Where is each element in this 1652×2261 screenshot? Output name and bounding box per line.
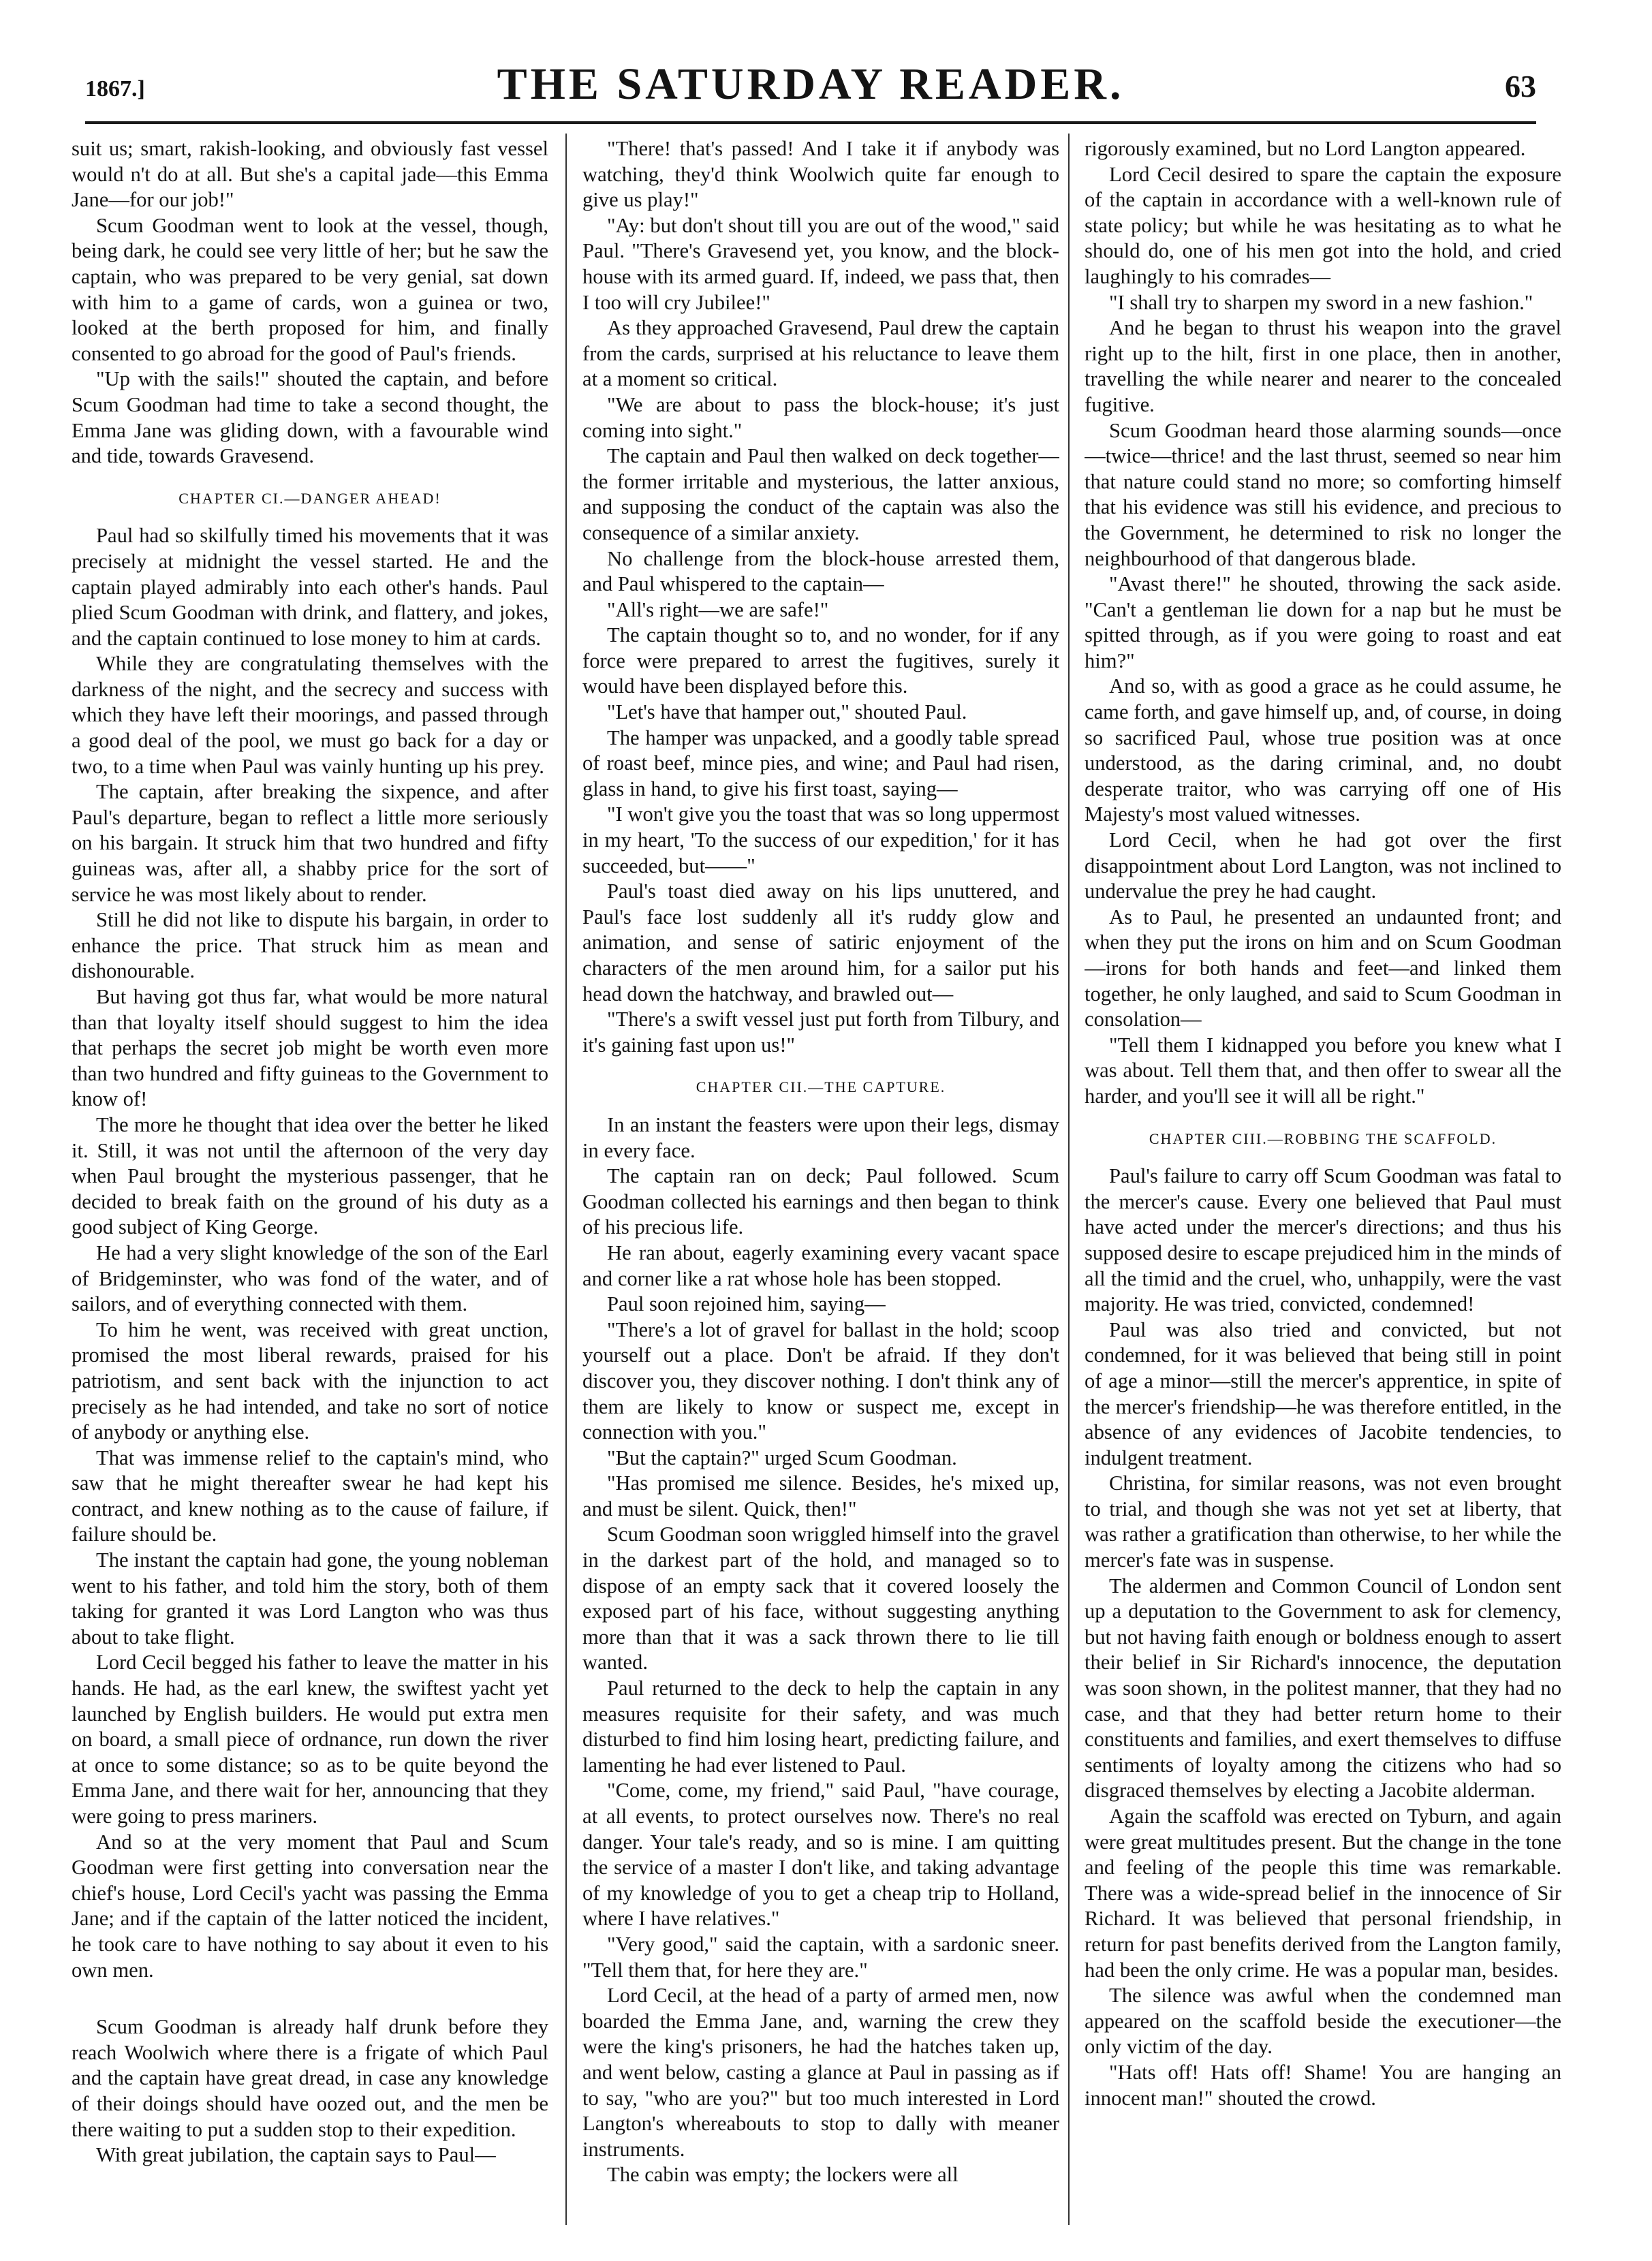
- paragraph: "Hats off! Hats off! Shame! You are hanging an innocent man!" shouted the crowd.: [1085, 2060, 1561, 2110]
- paragraph: rigorously examined, but no Lord Langton appeared.: [1085, 137, 1526, 160]
- paragraph: Still he did not like to dispute his bargain, in order to enhance the price. That struck him as mean and dishonourable.: [72, 908, 548, 983]
- paragraph: Lord Cecil begged his father to leave the matter in his hands. He had, as the earl knew, the swiftest yacht yet launched by English builders. He would put extra men on board, a small piece of ordnance, run down the river at once to some distance; so as to be quite beyond the Emma Jane, and there wait for her, announcing that they were going to press mariners.: [72, 1651, 548, 1828]
- paragraph: "Up with the sails!" shouted the captain, and before Scum Goodman had time to take a second thought, the Emma Jane was gliding down, with a favourable wind and tide, towards Gravesend.: [72, 367, 548, 468]
- paragraph: "We are about to pass the block-house; it's just coming into sight.": [582, 392, 1059, 442]
- paragraph: Lord Cecil, at the head of a party of armed men, now boarded the Emma Jane, and, warning the crew they were the king's prisoners, he had the hatches taken up, and went below, casting a glance at Paul in passing as if to say, "who are you?" but too much interested in Lord Langton's whereabouts to stop to dally with meaner instruments.: [582, 1984, 1059, 2161]
- masthead-title: THE SATURDAY READER.: [497, 59, 1125, 109]
- paragraph: The captain and Paul then walked on deck together—the former irritable and mysterious, the latter anxious, and supposing the conduct of the captain was also the consequence of a similar anxiety.: [582, 444, 1059, 544]
- paragraph: The aldermen and Common Council of London sent up a deputation to the Government to ask for clemency, but not having faith enough or boldness enough to assert their belief in Sir Richard's innocence, the deputation was soon shown, in the politest manner, that they had no case, and that they had better return home to their constituents and families, and exert themselves to diffuse sentiments of loyalty among the citizens who had so disgraced themselves by electing a Jacobite alderman.: [1085, 1574, 1561, 1803]
- paragraph: "Ay: but don't shout till you are out of the wood," said Paul. "There's Gravesend yet, you know, and the block-house with its armed guard. If, indeed, we pass that, then I too will cry Jubilee!": [582, 213, 1059, 314]
- paragraph: He had a very slight knowledge of the son of the Earl of Bridgeminster, who was fond of the water, and of sailors, and of everything connected with them.: [72, 1241, 548, 1316]
- paragraph: The more he thought that idea over the better he liked it. Still, it was not until the afternoon of the very day when Paul brought the mysterious passenger, that he decided to break faith on the ground of his duty as a good subject of King George.: [72, 1112, 548, 1239]
- paragraph: Paul soon rejoined him, saying—: [607, 1292, 886, 1316]
- paragraph: Paul's toast died away on his lips unuttered, and Paul's face lost suddenly all it's ruddy glow and animation, and sense of satiric enjoyment of the characters of the men around him, for a sailor put his head down the hatchway, and brawled out—: [582, 879, 1059, 1005]
- paragraph: He ran about, eagerly examining every vacant space and corner like a rat whose hole has been stopped.: [582, 1241, 1059, 1290]
- paragraph: To him he went, was received with great unction, promised the most liberal rewards, praised for his patriotism, and sent back with the injunction to act precisely as he had intended, and take no sort of notice of anybody or anything else.: [72, 1317, 548, 1444]
- chapter-heading: CHAPTER CIII.—ROBBING THE SCAFFOLD.: [1149, 1129, 1497, 1147]
- column-divider: [565, 134, 567, 2225]
- paragraph: With great jubilation, the captain says to Paul—: [96, 2143, 496, 2167]
- paragraph: The silence was awful when the condemned man appeared on the scaffold beside the executioner—the only victim of the day.: [1085, 1984, 1561, 2059]
- paragraph: And so at the very moment that Paul and Scum Goodman were first getting into conversation near the chief's house, Lord Cecil's yacht was passing the Emma Jane; and if the captain of the latter noticed the incident, he took care to have nothing to say about it even to his own men.: [72, 1830, 548, 1982]
- paragraph: The instant the captain had gone, the young nobleman went to his father, and told him the story, both of them taking for granted it was Lord Langton who was thus about to take flight.: [72, 1548, 548, 1649]
- paragraph: Scum Goodman heard those alarming sounds—once—twice—thrice! and the last thrust, seemed so near him that nature could stand no more; so comforting himself that his evidence was still his evidence, and precious to the Government, he determined to risk no longer the neighbourhood of that dangerous blade.: [1085, 418, 1561, 570]
- paragraph: Paul was also tried and convicted, but not condemned, for it was believed that being still in point of age a minor—still the mercer's apprentice, in spite of the mercer's friendship—he was therefore entitled, in the absence of any evidences of Jacobite tendencies, to indulgent treatment.: [1085, 1317, 1561, 1469]
- masthead: [85, 53, 1536, 114]
- paragraph: "There's a swift vessel just put forth from Tilbury, and it's gaining fast upon us!": [582, 1008, 1059, 1057]
- paragraph: "But the captain?" urged Scum Goodman.: [607, 1446, 957, 1469]
- paragraph: Paul had so skilfully timed his movements that it was precisely at midnight the vessel started. He and the captain played admirably into each other's hands. Paul plied Scum Goodman with drink, and flattery, and jokes, and the captain continued to lose money to him at cards.: [72, 524, 548, 650]
- paragraph: While they are congratulating themselves with the darkness of the night, and the secrecy and success with which they have left their moorings, and passed through a good deal of the pool, we must go back for a day or two, to a time when Paul was vainly hunting up his prey.: [72, 652, 548, 778]
- column-divider: [1068, 134, 1070, 2225]
- paragraph: The cabin was empty; the lockers were all: [607, 2163, 959, 2187]
- chapter-heading: CHAPTER CI.—DANGER AHEAD!: [178, 489, 441, 507]
- paragraph: As they approached Gravesend, Paul drew the captain from the cards, surprised at his reluctance to leave them at a moment so critical.: [582, 316, 1059, 391]
- paragraph: As to Paul, he presented an undaunted front; and when they put the irons on him and on Scum Goodman—irons for both hands and feet—and linked them together, he only laughed, and said to Scum Goodman in consolation—: [1085, 905, 1561, 1031]
- paragraph: Scum Goodman is already half drunk before they reach Woolwich where there is a frigate of which Paul and the captain have great dread, in case any knowledge of their doings should have oozed out, and the men be there waiting to put a sudden stop to their expedition.: [72, 2015, 548, 2141]
- paragraph: "I shall try to sharpen my sword in a new fashion.": [1109, 290, 1533, 314]
- paragraph: "Avast there!" he shouted, throwing the sack aside. "Can't a gentleman lie down for a nap but he must be spitted through, as if you were going to roast and eat him?": [1085, 572, 1561, 672]
- paragraph: "There! that's passed! And I take it if anybody was watching, they'd think Woolwich quite far enough to give us play!": [582, 137, 1059, 212]
- paragraph: Paul returned to the deck to help the captain in any measures requisite for their safety, and was much disturbed to find him losing heart, predicting failure, and lamenting he had ever listened to Paul.: [582, 1677, 1059, 1777]
- paragraph: "Let's have that hamper out," shouted Paul.: [607, 700, 967, 724]
- paragraph: Christina, for similar reasons, was not even brought to trial, and though she was not yet set at liberty, that was rather a gratification than otherwise, to her while the mercer's fate was in suspense.: [1085, 1471, 1561, 1572]
- paragraph: But having got thus far, what would be more natural than that loyalty itself should suggest to him the idea that perhaps the secret job might be worth even more than two hundred and fifty guineas to the Government to know of!: [72, 985, 548, 1111]
- paragraph: Paul's failure to carry off Scum Goodman was fatal to the mercer's cause. Every one believed that Paul must have acted under the mercer's directions; and thus his supposed desire to escape prejudiced him in the minds of all the timid and the cruel, who, unhappily, were the vast majority. He was tried, convicted, condemned!: [1085, 1164, 1561, 1316]
- column-2: [582, 136, 1059, 2221]
- paragraph: And he began to thrust his weapon into the gravel right up to the hilt, first in one place, then in another, travelling the while nearer and nearer to the concealed fugitive.: [1085, 316, 1561, 416]
- paragraph: "Tell them I kidnapped you before you knew what I was about. Tell them that, and then offer to swear all the harder, and you'll see it will all be right.": [1085, 1033, 1561, 1108]
- column-3: [1085, 136, 1561, 2221]
- paragraph: "Has promised me silence. Besides, he's mixed up, and must be silent. Quick, then!": [582, 1471, 1059, 1521]
- paragraph: No challenge from the block-house arrested them, and Paul whispered to the captain—: [582, 546, 1059, 596]
- masthead-year: 1867.]: [85, 76, 145, 102]
- paragraph: Lord Cecil desired to spare the captain the exposure of the captain in accordance with a well-known rule of state policy; but while he was hesitating as to what he should do, one of his men got into the hold, and cried laughingly to his comrades—: [1085, 162, 1561, 288]
- paragraph: suit us; smart, rakish-looking, and obviously fast vessel would n't do at all. But she's a capital jade—this Emma Jane—for our job!": [72, 137, 548, 212]
- paragraph: The captain thought so to, and no wonder, for if any force were prepared to arrest the fugitives, surely it would have been displayed before this.: [582, 623, 1059, 698]
- section-gap: [72, 1983, 548, 2014]
- paragraph: "All's right—we are safe!": [607, 597, 829, 621]
- chapter-heading: CHAPTER CII.—THE CAPTURE.: [696, 1078, 946, 1096]
- paragraph: The hamper was unpacked, and a goodly table spread of roast beef, mince pies, and wine; and Paul had risen, glass in hand, to give his first toast, saying—: [582, 726, 1059, 800]
- paragraph: That was immense relief to the captain's mind, who saw that he might thereafter swear he had kept his contract, and knew nothing as to the cause of failure, if failure should be.: [72, 1446, 548, 1546]
- paragraph: "There's a lot of gravel for ballast in the hold; scoop yourself out a place. Don't be afraid. If they don't discover you, they discover nothing. I don't think any of them are likely to know or suspect me, except in connection with you.": [582, 1317, 1059, 1444]
- page-number: 63: [1505, 69, 1536, 104]
- paragraph: Scum Goodman soon wriggled himself into the gravel in the darkest part of the hold, and managed so to dispose of an empty sack that it covered loosely the exposed part of his face, without suggesting anything more than that it was a sack thrown there to lie till wanted.: [582, 1523, 1059, 1674]
- paragraph: "Come, come, my friend," said Paul, "have courage, at all events, to protect ourselves now. There's no real danger. Your tale's ready, and so is mine. I am quitting the service of a master I don't like, and taking advantage of my knowledge of you to get a cheap trip to Holland, where I have relatives.": [582, 1779, 1059, 1931]
- paragraph: And so, with as good a grace as he could assume, he came forth, and gave himself up, and, of course, in doing so sacrificed Paul, whose true position was at once understood, as the daring criminal, and, no doubt desperate traitor, who was carrying off one of His Majesty's most valued witnesses.: [1085, 674, 1561, 826]
- column-1: [72, 136, 548, 2221]
- paragraph: In an instant the feasters were upon their legs, dismay in every face.: [582, 1112, 1059, 1162]
- paragraph: "Very good," said the captain, with a sardonic sneer. "Tell them that, for here they are.": [582, 1932, 1059, 1982]
- masthead-rule: [85, 121, 1536, 124]
- paragraph: The captain, after breaking the sixpence, and after Paul's departure, began to reflect a little more seriously on his bargain. It struck him that two hundred and fifty guineas was, after all, a shabby price for the sort of service he was most likely about to render.: [72, 780, 548, 906]
- paragraph: Again the scaffold was erected on Tyburn, and again were great multitudes present. But the change in the tone and feeling of the people this time was remarkable. There was a wide-spread belief in the innocence of Sir Richard. It was believed that personal friendship, in return for past benefits derived from the Langton family, had been the only crime. He was a popular man, besides.: [1085, 1805, 1561, 1982]
- paragraph: Scum Goodman went to look at the vessel, though, being dark, he could see very little of her; but he saw the captain, who was prepared to be very genial, sat down with him to a game of cards, won a guinea or two, looked at the berth proposed for him, and finally consented to go abroad for the good of Paul's friends.: [72, 213, 548, 365]
- paragraph: The captain ran on deck; Paul followed. Scum Goodman collected his earnings and then began to think of his precious life.: [582, 1164, 1059, 1239]
- paragraph: "I won't give you the toast that was so long uppermost in my heart, 'To the success of our expedition,' for it has succeeded, but——": [582, 802, 1059, 877]
- paragraph: Lord Cecil, when he had got over the first disappointment about Lord Langton, was not inclined to undervalue the prey he had caught.: [1085, 828, 1561, 903]
